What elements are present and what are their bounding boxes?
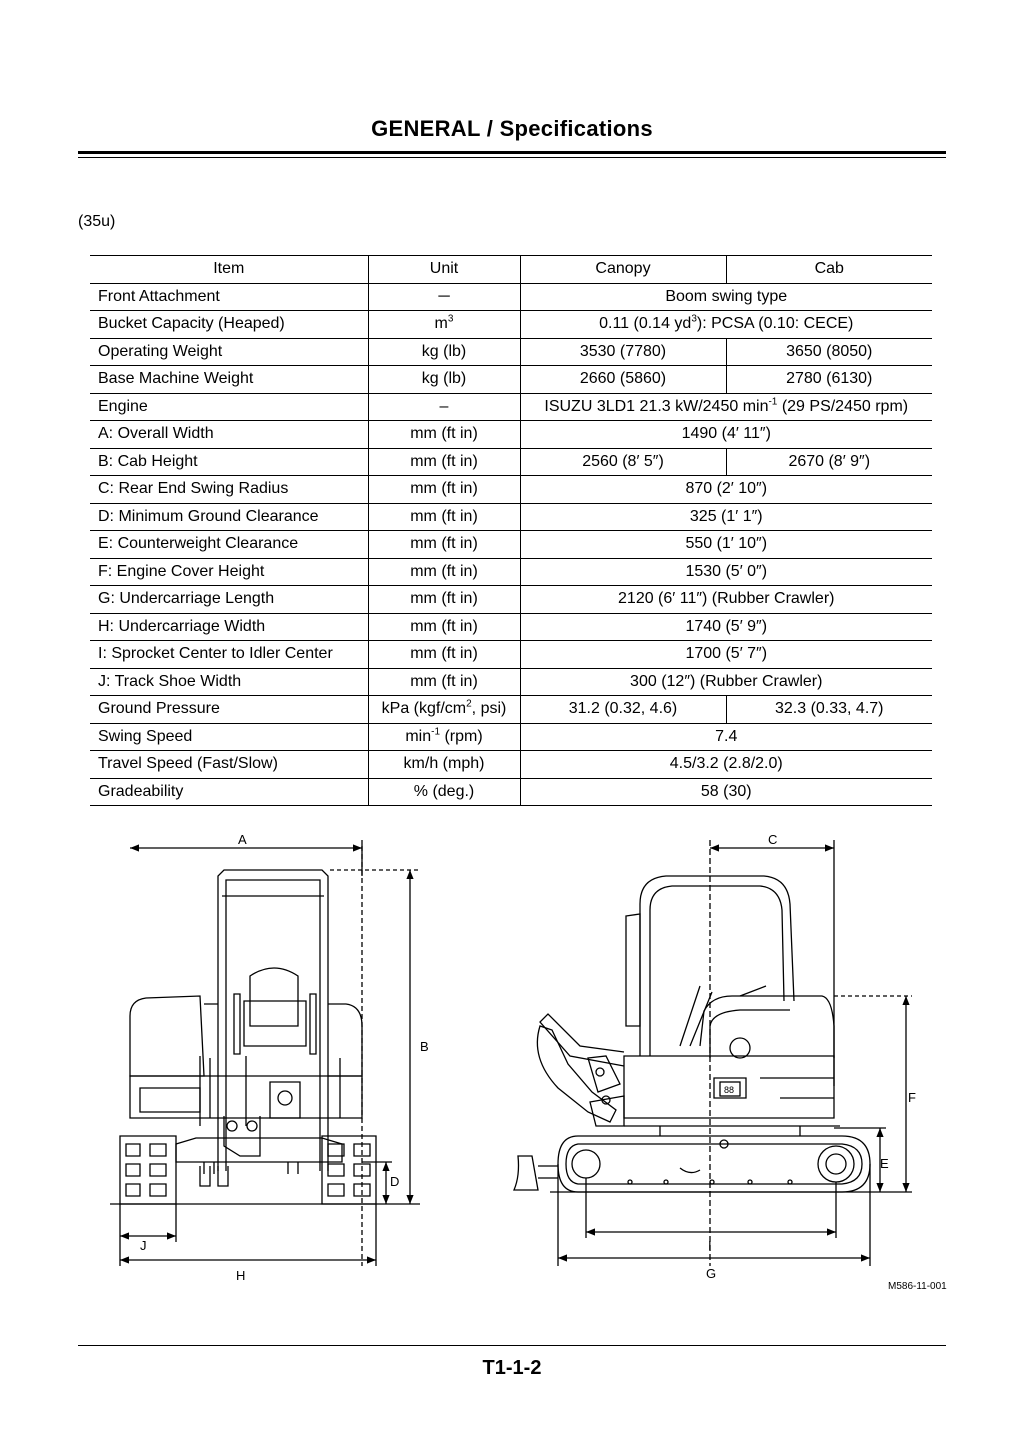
item-cell: A: Overall Width — [90, 421, 368, 449]
unit-cell — [368, 641, 520, 669]
value-text: 325 (1′ 1″) — [689, 507, 763, 525]
page-number: T1-1-2 — [482, 1357, 542, 1379]
label-b: B — [420, 1039, 429, 1054]
header-rule-thin — [78, 157, 946, 158]
unit-cell — [368, 558, 520, 586]
value-text: 870 (2′ 10″) — [685, 480, 768, 498]
unit-cell — [368, 778, 520, 806]
label-f: F — [908, 1090, 916, 1105]
unit-text: ─ — [438, 287, 450, 305]
value-text: ISUZU 3LD1 21.3 kW/2450 min — [544, 397, 769, 415]
table-row — [90, 751, 932, 779]
unit-text: mm (ft in) — [410, 590, 478, 608]
table-row — [90, 641, 932, 669]
table-row — [90, 503, 932, 531]
item-cell: Travel Speed (Fast/Slow) — [90, 751, 368, 779]
unit-cell — [368, 283, 520, 311]
canopy-value-cell: 31.2 (0.32, 4.6) — [520, 696, 726, 724]
table-row — [90, 338, 932, 366]
value-cell — [520, 751, 932, 779]
value-text: 0.11 (0.14 yd — [599, 315, 692, 333]
unit-cell — [368, 476, 520, 504]
unit-cell — [368, 421, 520, 449]
unit-cell — [368, 586, 520, 614]
unit-cell — [368, 723, 520, 751]
value-text: 4.5/3.2 (2.8/2.0) — [669, 755, 783, 773]
unit-text: m — [434, 315, 448, 333]
unit-text-tail: (rpm) — [440, 727, 483, 745]
value-cell — [520, 283, 932, 311]
item-cell: Front Attachment — [90, 283, 368, 311]
cab-value-cell: 2780 (6130) — [726, 366, 932, 394]
label-e: E — [880, 1156, 889, 1171]
value-cell — [520, 503, 932, 531]
unit-text: kg (lb) — [421, 342, 467, 360]
dimension-diagram — [100, 826, 950, 1296]
column-header-cab: Cab — [726, 256, 932, 284]
table-row — [90, 696, 932, 724]
value-text: 1490 (4′ 11″) — [681, 425, 771, 443]
model-label: (35u) — [78, 213, 116, 230]
unit-superscript: 2 — [466, 698, 472, 710]
value-text: 1740 (5′ 9″) — [685, 617, 768, 635]
unit-cell — [368, 751, 520, 779]
unit-cell — [368, 366, 520, 394]
unit-text: mm (ft in) — [410, 480, 478, 498]
label-a: A — [238, 832, 247, 847]
figure-id: M586-11-001 — [888, 1281, 947, 1292]
unit-text: % (deg.) — [413, 782, 475, 800]
value-cell — [520, 668, 932, 696]
unit-text-tail: , psi) — [471, 700, 507, 718]
unit-text: mm (ft in) — [410, 535, 478, 553]
value-text: 300 (12″) (Rubber Crawler) — [630, 672, 823, 690]
unit-text: mm (ft in) — [410, 452, 478, 470]
cab-value-cell: 3650 (8050) — [726, 338, 932, 366]
value-text: 1700 (5′ 7″) — [685, 645, 768, 663]
unit-cell — [368, 448, 520, 476]
cab-value-cell: 2670 (8′ 9″) — [726, 448, 932, 476]
item-cell: Operating Weight — [90, 338, 368, 366]
table-row — [90, 366, 932, 394]
footer-rule — [78, 1345, 946, 1346]
item-cell: C: Rear End Swing Radius — [90, 476, 368, 504]
item-cell: B: Cab Height — [90, 448, 368, 476]
value-text: 2120 (6′ 11″) (Rubber Crawler) — [618, 590, 835, 608]
value-cell — [520, 613, 932, 641]
unit-text: kg (lb) — [421, 370, 467, 388]
canopy-value-cell: 3530 (7780) — [520, 338, 726, 366]
unit-cell — [368, 668, 520, 696]
value-cell — [520, 421, 932, 449]
value-cell — [520, 476, 932, 504]
table-row — [90, 668, 932, 696]
label-h: H — [236, 1268, 246, 1283]
value-text: Boom swing type — [665, 287, 788, 305]
table-row — [90, 393, 932, 421]
page-title: GENERAL / Specifications — [371, 116, 653, 141]
side-view — [514, 840, 912, 1266]
unit-text: – — [439, 397, 449, 415]
value-cell — [520, 393, 932, 421]
label-c: C — [768, 832, 778, 847]
item-cell: H: Undercarriage Width — [90, 613, 368, 641]
item-cell: I: Sprocket Center to Idler Center — [90, 641, 368, 669]
label-j: J — [140, 1238, 147, 1253]
item-cell: D: Minimum Ground Clearance — [90, 503, 368, 531]
table-row — [90, 283, 932, 311]
unit-text: mm (ft in) — [410, 507, 478, 525]
label-g: G — [706, 1266, 717, 1281]
value-cell — [520, 311, 932, 339]
unit-cell — [368, 613, 520, 641]
unit-text: kPa (kgf/cm — [381, 700, 467, 718]
item-cell: Swing Speed — [90, 723, 368, 751]
table-row — [90, 476, 932, 504]
table-row — [90, 586, 932, 614]
value-cell — [520, 723, 932, 751]
table-row — [90, 421, 932, 449]
header-rule — [78, 151, 946, 154]
value-cell — [520, 778, 932, 806]
table-row — [90, 311, 932, 339]
value-cell — [520, 558, 932, 586]
unit-cell — [368, 393, 520, 421]
value-superscript: -1 — [768, 396, 778, 408]
value-text: 1530 (5′ 0″) — [685, 562, 768, 580]
value-superscript: 3 — [691, 313, 697, 325]
value-text: 7.4 — [715, 727, 738, 745]
table-row — [90, 723, 932, 751]
value-cell — [520, 531, 932, 559]
table-row — [90, 448, 932, 476]
table-row — [90, 778, 932, 806]
unit-text: mm (ft in) — [410, 425, 478, 443]
unit-text: mm (ft in) — [410, 562, 478, 580]
item-cell: F: Engine Cover Height — [90, 558, 368, 586]
unit-cell — [368, 311, 520, 339]
item-cell: Base Machine Weight — [90, 366, 368, 394]
unit-cell — [368, 531, 520, 559]
value-text-tail: (29 PS/2450 rpm) — [777, 397, 909, 415]
unit-text: mm (ft in) — [410, 672, 478, 690]
unit-cell — [368, 338, 520, 366]
unit-text: mm (ft in) — [410, 645, 478, 663]
canopy-value-cell: 2660 (5860) — [520, 366, 726, 394]
machine-plate: 88 — [724, 1085, 735, 1095]
unit-text: mm (ft in) — [410, 617, 478, 635]
value-cell — [520, 586, 932, 614]
canopy-value-cell: 2560 (8′ 5″) — [520, 448, 726, 476]
cab-value-cell: 32.3 (0.33, 4.7) — [726, 696, 932, 724]
value-text-tail: ): PCSA (0.10: CECE) — [696, 315, 854, 333]
item-cell: Ground Pressure — [90, 696, 368, 724]
front-view — [110, 840, 420, 1266]
item-cell: Engine — [90, 393, 368, 421]
table-row — [90, 531, 932, 559]
spec-table-body — [90, 256, 932, 806]
label-d: D — [390, 1174, 400, 1189]
label-i: I — [708, 1238, 712, 1253]
value-text: 550 (1′ 10″) — [685, 535, 768, 553]
table-header-row — [90, 256, 932, 284]
table-row — [90, 558, 932, 586]
column-header-unit: Unit — [368, 256, 520, 284]
column-header-item: Item — [90, 256, 368, 284]
item-cell: G: Undercarriage Length — [90, 586, 368, 614]
item-cell: E: Counterweight Clearance — [90, 531, 368, 559]
item-cell: J: Track Shoe Width — [90, 668, 368, 696]
value-text: 58 (30) — [700, 782, 752, 800]
item-cell: Bucket Capacity (Heaped) — [90, 311, 368, 339]
unit-superscript: 3 — [447, 313, 454, 325]
unit-text: min — [405, 727, 432, 745]
table-row — [90, 613, 932, 641]
unit-text: km/h (mph) — [403, 755, 485, 773]
column-header-canopy: Canopy — [520, 256, 726, 284]
spec-table — [90, 255, 932, 806]
value-cell — [520, 641, 932, 669]
unit-superscript: -1 — [431, 726, 441, 738]
unit-cell — [368, 696, 520, 724]
item-cell: Gradeability — [90, 778, 368, 806]
unit-cell — [368, 503, 520, 531]
